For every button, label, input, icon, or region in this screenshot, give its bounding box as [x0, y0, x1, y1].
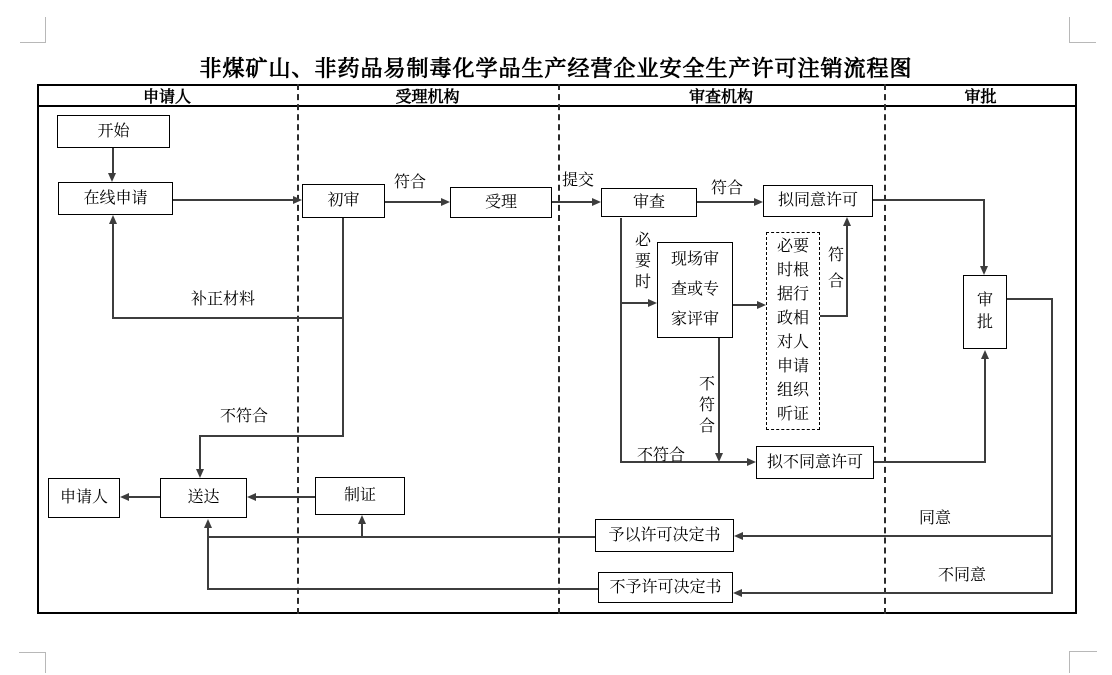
node-propose-approve-label: 拟同意许可 — [777, 192, 858, 210]
connector-line — [112, 317, 344, 319]
node-applicant-label: 申请人 — [59, 489, 108, 507]
edge-label-submit: 提交 — [562, 172, 595, 189]
connector-line — [207, 536, 595, 538]
connector-line — [207, 525, 209, 590]
connector-line — [385, 201, 442, 203]
connector-line — [733, 304, 758, 306]
node-review — [601, 188, 697, 217]
header-separator — [37, 105, 1077, 107]
arrowhead-right — [754, 198, 763, 206]
connector-line — [984, 356, 986, 463]
node-start — [57, 115, 170, 148]
node-deny-doc — [598, 572, 733, 603]
node-hearing-label: 必要时根据行政相对人申请组织听证 — [776, 238, 809, 423]
connector-line — [846, 223, 848, 317]
lane-header-applicant: 申请人 — [142, 88, 191, 106]
connector-line — [199, 435, 344, 437]
node-online-apply — [58, 182, 173, 215]
crop-mark-top-left — [20, 17, 46, 43]
arrowhead-left — [120, 493, 129, 501]
connector-line — [718, 338, 720, 454]
connector-line — [207, 588, 598, 590]
edge-label-conform-initial: 符合 — [394, 174, 427, 191]
node-approve — [963, 275, 1007, 349]
arrowhead-right — [747, 458, 756, 466]
edge-label-conform-review: 符合 — [711, 180, 744, 197]
arrowhead-right — [441, 198, 450, 206]
arrowhead-left — [734, 532, 743, 540]
arrowhead-left — [733, 589, 742, 597]
arrowhead-right — [293, 196, 302, 204]
arrowhead-right — [592, 198, 601, 206]
connector-line — [820, 315, 848, 317]
arrowhead-up — [843, 217, 851, 226]
lane-header-accepting-agency: 受理机构 — [395, 88, 460, 106]
edge-label-necessary: 必要时 — [635, 232, 652, 291]
crop-mark-top-right — [1069, 17, 1096, 43]
node-deliver — [160, 478, 247, 518]
edge-label-not-conform-initial: 不符合 — [220, 408, 269, 425]
lane-header-review-agency: 审查机构 — [688, 88, 753, 106]
connector-line — [199, 435, 201, 471]
node-start-label: 开始 — [97, 122, 130, 140]
connector-line — [620, 302, 650, 304]
connector-line — [112, 223, 114, 319]
edge-label-not-conform-review: 不符合 — [637, 447, 686, 464]
connector-line — [620, 218, 622, 463]
connector-line — [254, 496, 315, 498]
node-deny-doc-label: 不予许可决定书 — [609, 578, 722, 596]
arrowhead-down — [980, 266, 988, 275]
arrowhead-up — [109, 215, 117, 224]
edge-label-not-conform-onsite: 不符合 — [699, 376, 716, 435]
connector-line — [697, 201, 755, 203]
node-accept-label: 受理 — [484, 193, 517, 211]
connector-line — [342, 218, 344, 437]
node-review-label: 审查 — [632, 193, 665, 211]
flow-title: 非煤矿山、非药品易制毒化学品生产经营企业安全生产许可注销流程图 — [199, 56, 913, 81]
node-online-apply-label: 在线申请 — [83, 189, 148, 207]
connector-line — [173, 199, 295, 201]
node-accept — [450, 187, 552, 218]
node-onsite-review-label: 现场审查或专家评审 — [670, 251, 719, 328]
lane-divider-1 — [297, 84, 299, 614]
node-propose-deny-label: 拟不同意许可 — [766, 453, 863, 471]
lane-header-approval: 审批 — [964, 88, 997, 106]
crop-mark-bottom-left — [19, 652, 46, 673]
arrowhead-down — [196, 469, 204, 478]
edge-label-agree: 同意 — [919, 510, 952, 527]
connector-line — [874, 461, 986, 463]
edge-label-supplement: 补正材料 — [191, 291, 256, 308]
node-grant-doc — [595, 519, 734, 552]
connector-line — [873, 199, 985, 201]
edge-label-disagree: 不同意 — [938, 567, 987, 584]
node-first-review-label: 初审 — [327, 192, 360, 210]
connector-line — [741, 535, 1053, 537]
node-onsite-review — [657, 242, 733, 338]
arrowhead-up — [981, 350, 989, 359]
arrowhead-right — [757, 301, 766, 309]
node-certify — [315, 477, 405, 515]
node-grant-doc-label: 予以许可决定书 — [608, 526, 721, 544]
connector-line — [983, 199, 985, 267]
arrowhead-down — [108, 173, 116, 182]
node-approve-label: 审批 — [976, 292, 993, 331]
crop-mark-bottom-right — [1069, 651, 1097, 673]
node-applicant — [48, 478, 120, 518]
arrowhead-up — [204, 519, 212, 528]
arrowhead-right — [648, 299, 657, 307]
connector-line — [552, 201, 593, 203]
connector-line — [1007, 298, 1053, 300]
connector-line — [740, 592, 1053, 594]
connector-line — [127, 496, 160, 498]
connector-line — [112, 148, 114, 175]
lane-divider-2 — [558, 84, 560, 614]
node-first-review — [302, 184, 385, 218]
node-certify-label: 制证 — [343, 487, 376, 505]
edge-label-conform-hearing: 符合 — [828, 247, 845, 290]
node-propose-approve — [763, 185, 873, 217]
node-deliver-label: 送达 — [187, 489, 220, 507]
node-hearing — [766, 232, 820, 430]
arrowhead-up — [358, 515, 366, 524]
node-propose-deny — [756, 446, 874, 479]
connector-line — [1051, 298, 1053, 594]
arrowhead-left — [247, 493, 256, 501]
